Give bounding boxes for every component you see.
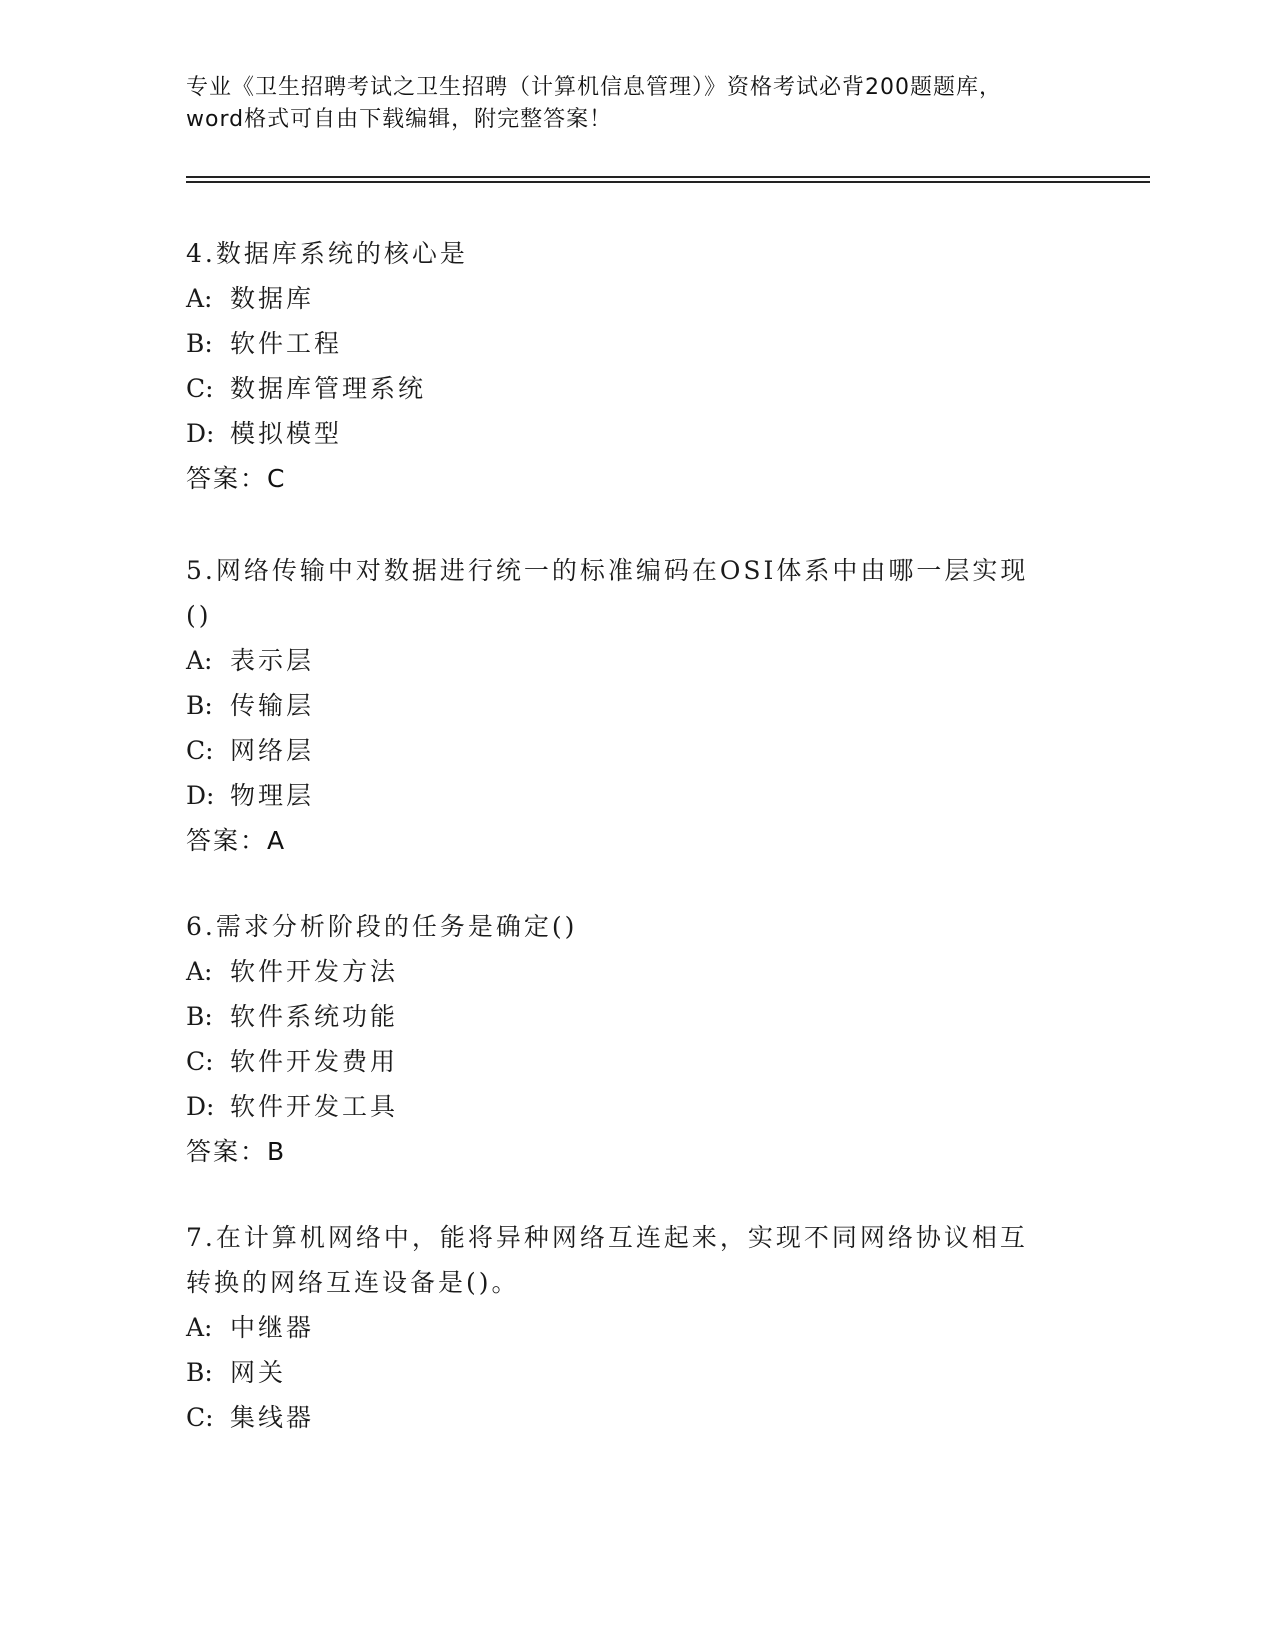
rule-line-top	[186, 176, 1150, 178]
option-key: C:	[186, 736, 214, 765]
option-c	[186, 1395, 1086, 1440]
option-text: 数据库管理系统	[230, 374, 427, 403]
option-c	[186, 366, 1086, 411]
option-key: B:	[186, 691, 213, 720]
option-key: C:	[186, 1047, 214, 1076]
option-b	[186, 321, 1086, 366]
option-text: 传输层	[230, 691, 315, 720]
option-b	[186, 994, 1086, 1039]
option-d	[186, 773, 1086, 818]
question-5	[186, 548, 1086, 863]
question-stem: 4.数据库系统的核心是	[186, 239, 468, 268]
question-spacer	[186, 1174, 1086, 1215]
option-key: A:	[186, 957, 213, 986]
answer: 答案：B	[186, 1137, 287, 1166]
header-line-1: 专业《卫生招聘考试之卫生招聘（计算机信息管理）》资格考试必背200题题库，	[186, 75, 1002, 100]
option-key: A:	[186, 1313, 213, 1342]
option-text: 软件开发费用	[230, 1047, 399, 1076]
option-key: D:	[186, 419, 215, 448]
option-text: 集线器	[230, 1403, 315, 1432]
question-spacer	[186, 863, 1086, 904]
option-b	[186, 683, 1086, 728]
answer: 答案：A	[186, 826, 287, 855]
question-stem: 6.需求分析阶段的任务是确定()	[186, 912, 578, 941]
option-text: 物理层	[230, 781, 315, 810]
document-header	[186, 72, 1086, 136]
question-4	[186, 231, 1086, 501]
rule-line-bottom	[186, 181, 1150, 183]
option-text: 软件系统功能	[230, 1002, 399, 1031]
option-text: 网关	[230, 1358, 287, 1387]
option-a	[186, 1305, 1086, 1350]
option-key: B:	[186, 1002, 213, 1031]
option-key: B:	[186, 1358, 213, 1387]
option-c	[186, 1039, 1086, 1084]
option-text: 模拟模型	[230, 419, 343, 448]
header-double-rule	[186, 176, 1150, 183]
option-c	[186, 728, 1086, 773]
option-key: D:	[186, 1092, 215, 1121]
question-stem-continued: 转换的网络互连设备是()。	[186, 1268, 520, 1297]
option-key: C:	[186, 1403, 214, 1432]
question-stem: 5.网络传输中对数据进行统一的标准编码在OSI体系中由哪一层实现	[186, 556, 1029, 585]
question-list	[186, 231, 1086, 1440]
header-line-2: word格式可自由下载编辑，附完整答案！	[186, 107, 613, 132]
answer: 答案：C	[186, 464, 287, 493]
option-key: A:	[186, 646, 213, 675]
option-text: 网络层	[230, 736, 315, 765]
question-6	[186, 904, 1086, 1174]
option-text: 表示层	[230, 646, 315, 675]
question-stem-continued: ()	[186, 601, 212, 630]
option-a	[186, 638, 1086, 683]
question-stem: 7.在计算机网络中，能将异种网络互连起来，实现不同网络协议相互	[186, 1223, 1028, 1252]
option-text: 数据库	[230, 284, 315, 313]
question-spacer	[186, 501, 1086, 548]
question-7	[186, 1215, 1086, 1440]
option-b	[186, 1350, 1086, 1395]
option-d	[186, 411, 1086, 456]
option-key: D:	[186, 781, 215, 810]
option-a	[186, 276, 1086, 321]
option-key: C:	[186, 374, 214, 403]
option-a	[186, 949, 1086, 994]
option-d	[186, 1084, 1086, 1129]
option-text: 软件开发方法	[230, 957, 399, 986]
option-text: 软件开发工具	[230, 1092, 399, 1121]
option-text: 软件工程	[230, 329, 343, 358]
option-key: B:	[186, 329, 213, 358]
option-key: A:	[186, 284, 213, 313]
option-text: 中继器	[230, 1313, 315, 1342]
